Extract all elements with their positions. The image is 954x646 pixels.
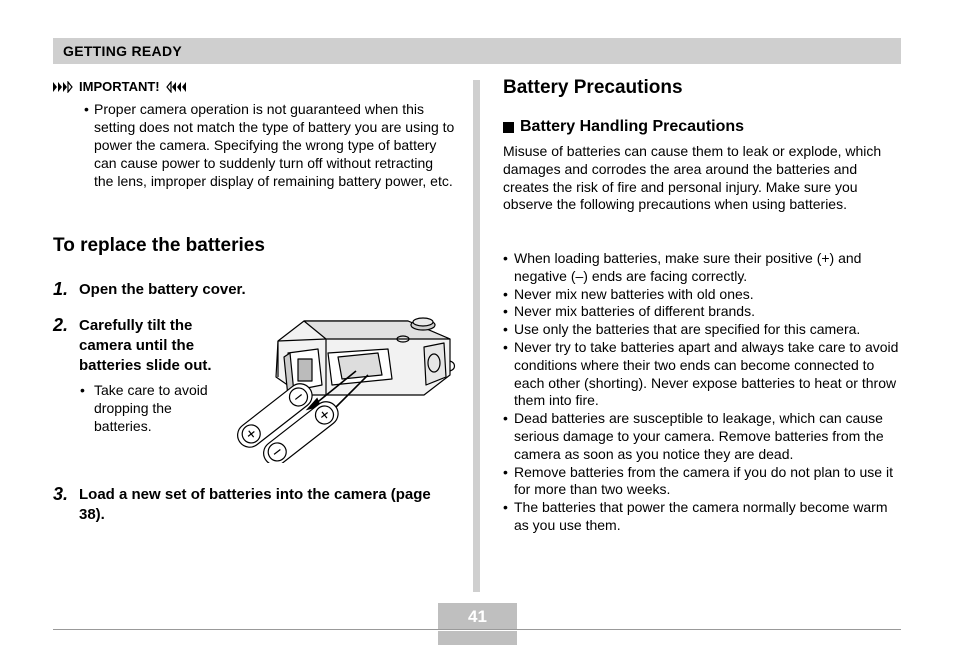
list-item <box>503 339 903 410</box>
bullet-marker: • <box>503 321 508 338</box>
step-3-number: 3. <box>53 484 69 504</box>
battery-handling-subheading <box>503 118 744 136</box>
list-item <box>503 286 903 304</box>
list-item <box>503 303 903 321</box>
bullet-marker: • <box>503 250 508 266</box>
footer-rule <box>53 629 901 630</box>
bullet-marker: • <box>503 303 508 320</box>
column-divider <box>473 80 480 592</box>
precautions-intro: Misuse of batteries can cause them to leak or explode, which damages and corrodes the area around the batteries and creates the risk of fire and personal injury. Make sure you observe the following precautions when using batteries. <box>503 143 882 213</box>
battery-precautions-heading: Battery Precautions <box>503 77 683 98</box>
important-arrows-right-icon <box>53 81 73 93</box>
important-bullet <box>84 100 456 190</box>
list-item-text: The batteries that power the camera normally become warm as you use them. <box>514 499 888 533</box>
list-item-text: When loading batteries, make sure their positive (+) and negative (–) ends are facing correctly. <box>514 250 862 284</box>
important-label-row <box>53 79 186 94</box>
black-square-icon <box>503 122 514 133</box>
list-item <box>503 321 903 339</box>
list-item-text: Never mix new batteries with old ones. <box>514 285 754 302</box>
step-2-text: Carefully tilt the camera until the batteries slide out. <box>79 317 212 374</box>
bullet-marker: • <box>503 499 508 516</box>
step-2-note-text: Take care to avoid dropping the batteries. <box>94 382 208 434</box>
step-1-text: Open the battery cover. <box>79 281 246 298</box>
list-item <box>503 499 903 535</box>
list-item-text: Remove batteries from the camera if you do not plan to use it for more than two weeks. <box>514 463 893 498</box>
camera-batteries-illustration <box>218 313 458 463</box>
important-label: IMPORTANT! <box>79 79 160 94</box>
page-number-box <box>438 603 517 629</box>
list-item-text: Never try to take batteries apart and always take care to avoid conditions where their two ends can become connected to each other (shorting). Never expose batteries to heat or throw them into fire. <box>514 338 899 409</box>
replace-batteries-heading: To replace the batteries <box>53 235 265 256</box>
precautions-list <box>503 250 903 535</box>
bullet-marker: • <box>84 101 89 117</box>
step-2-note <box>80 381 230 435</box>
important-bullet-text: Proper camera operation is not guaranteed when this setting does not match the type of battery you are using to power the camera. Specifying the wrong type of battery can cause power to suddenly turn off without retracting the lens, improper display of remaining battery power, etc. <box>94 101 455 189</box>
page-number: 41 <box>468 607 487 626</box>
list-item-text: Use only the batteries that are specified for this camera. <box>514 321 861 338</box>
bullet-marker: • <box>503 338 508 355</box>
list-item <box>503 464 903 500</box>
bullet-marker: • <box>503 463 508 480</box>
section-header-title: GETTING READY <box>63 43 183 59</box>
bullet-marker: • <box>503 410 508 427</box>
bullet-marker: • <box>80 382 85 398</box>
list-item-text: Never mix batteries of different brands. <box>514 303 755 320</box>
battery-handling-subheading-text: Battery Handling Precautions <box>520 118 745 135</box>
list-item <box>503 410 903 463</box>
step-2-number: 2. <box>53 315 69 335</box>
page-number-box-tail <box>438 631 517 645</box>
section-header-bar <box>53 38 901 64</box>
list-item-text: Dead batteries are susceptible to leakage, which can cause serious damage to your camera. Remove batteries from the camera as soon as you notice they are dead. <box>514 410 884 462</box>
important-arrows-left-icon <box>166 81 186 93</box>
list-item <box>503 250 903 286</box>
bullet-marker: • <box>503 285 508 302</box>
step-1-number: 1. <box>53 279 69 299</box>
step-3-text: Load a new set of batteries into the camera (page 38). <box>79 486 431 523</box>
